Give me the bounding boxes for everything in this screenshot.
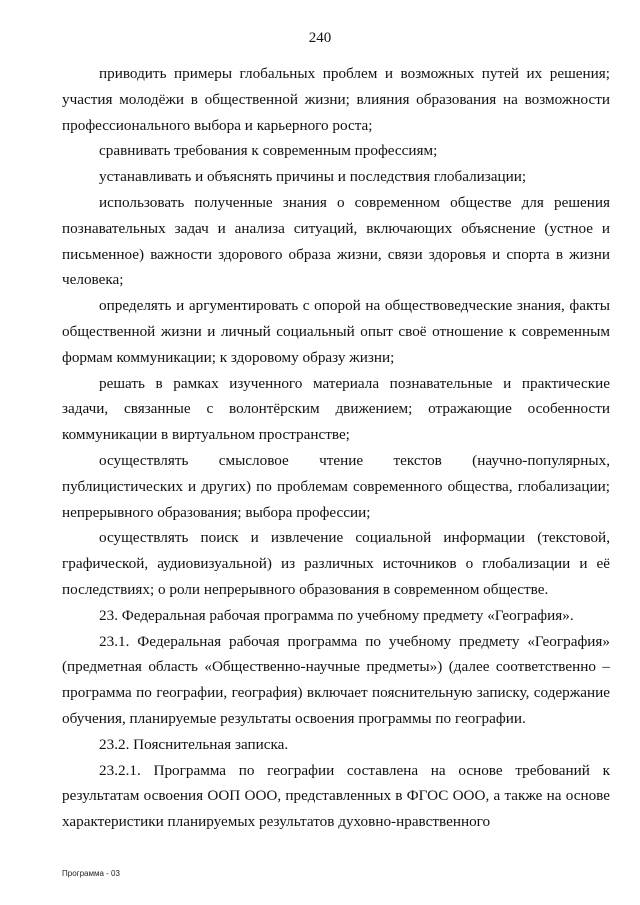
paragraph: сравнивать требования к современным профессиям;: [99, 142, 438, 160]
document-body: [62, 61, 610, 835]
paragraph: использовать полученные знания о современном обществе для решения познавательных задач и анализа ситуаций, включающих объяснение (устное и письменное) важности здорового образа жизни, связи здоровья и спорта в жизни человека;: [62, 193, 610, 289]
page-number: 240: [308, 30, 332, 46]
paragraph: осуществлять смысловое чтение текстов (научно-популярных, публицистических и других) по проблемам современного общества, глобализации; непрерывного образования; выбора профессии;: [62, 451, 610, 521]
section-heading: 23. Федеральная рабочая программа по учебному предмету «География».: [99, 606, 574, 624]
paragraph: осуществлять поиск и извлечение социальной информации (текстовой, графической, аудиовизуальной) из различных источников о глобализации и её последствиях; о роли непрерывного образования в современном обществе.: [62, 529, 610, 598]
paragraph: 23.1. Федеральная рабочая программа по учебному предмету «География» (предметная область «Общественно-научные предметы») (далее соответственно – программа по географии, география) включает пояснительную записку, содержание обучения, планируемые результаты освоения программы по географии.: [62, 632, 610, 727]
paragraph: устанавливать и объяснять причины и последствия глобализации;: [99, 168, 527, 186]
paragraph: 23.2.1. Программа по географии составлена на основе требований к результатам освоения ООП ООО, представленных в ФГОС ООО, а также на основе характеристики планируемых результатов духовно-нравственного: [62, 761, 610, 831]
paragraph: приводить примеры глобальных проблем и возможных путей их решения; участия молодёжи в общественной жизни; влияния образования на возможности профессионального выбора и карьерного роста;: [62, 65, 610, 134]
subsection-heading: 23.2. Пояснительная записка.: [99, 735, 289, 753]
paragraph: решать в рамках изученного материала познавательные и практические задачи, связанные с волонтёрским движением; отражающие особенности коммуникации в виртуальном пространстве;: [62, 374, 610, 444]
footer-label: Программа - 03: [62, 869, 120, 878]
paragraph: определять и аргументировать с опорой на обществоведческие знания, факты общественной жизни и личный социальный опыт своё отношение к современным формам коммуникации; к здоровому образу жизни;: [62, 297, 610, 366]
